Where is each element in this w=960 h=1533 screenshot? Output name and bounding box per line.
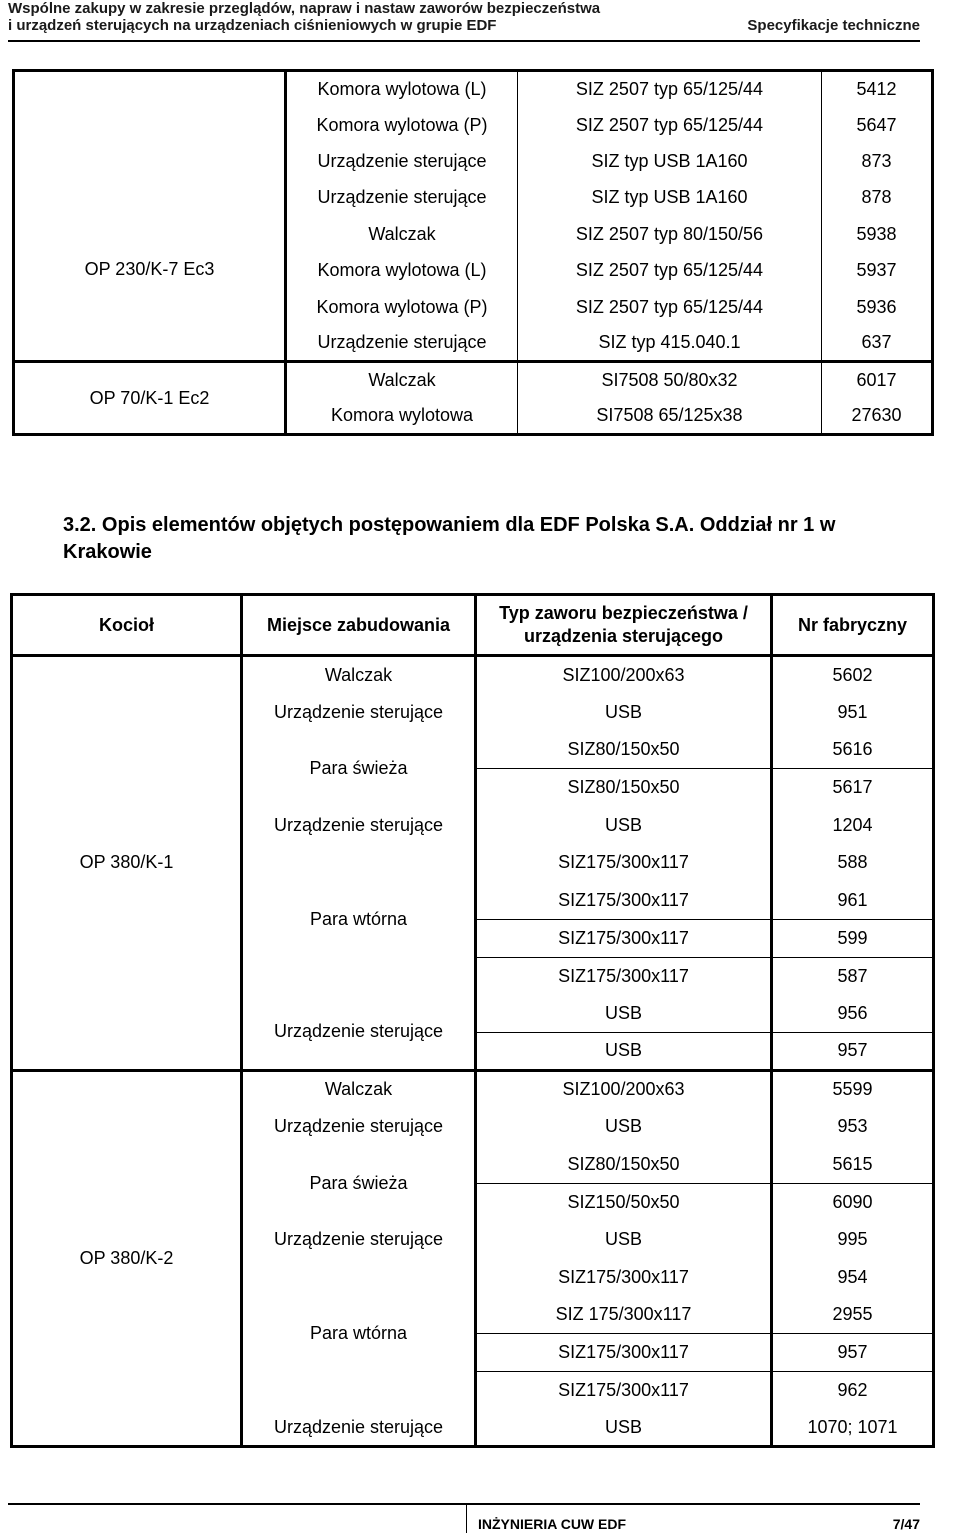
nr-cell: 637 bbox=[822, 325, 933, 361]
table-header-row bbox=[12, 595, 934, 656]
place-cell: Para świeża bbox=[242, 1145, 476, 1220]
table-row bbox=[12, 1070, 934, 1108]
type-cell: SIZ 2507 typ 65/125/44 bbox=[518, 71, 822, 107]
place-cell: Komora wylotowa (P) bbox=[286, 289, 518, 325]
nr-cell: 5647 bbox=[856, 114, 897, 135]
place-cell: Komora wylotowa (L) bbox=[286, 71, 518, 107]
table-row bbox=[14, 71, 933, 107]
type-cell: SIZ175/300x117 bbox=[476, 957, 772, 995]
nr-cell: 599 bbox=[772, 919, 934, 957]
nr-cell: 953 bbox=[837, 1116, 868, 1137]
page-footer bbox=[8, 1503, 920, 1531]
place-cell: Urządzenie sterujące bbox=[242, 693, 476, 731]
table-row bbox=[12, 656, 934, 694]
type-cell: SIZ175/300x117 bbox=[476, 1259, 772, 1297]
type-cell: SI7508 50/80x32 bbox=[518, 362, 822, 398]
type-cell: SIZ typ USB 1A160 bbox=[518, 143, 822, 179]
type-cell: SIZ 175/300x117 bbox=[476, 1296, 772, 1334]
type-cell: USB bbox=[476, 1108, 772, 1146]
boiler-cell: OP 380/K-1 bbox=[12, 656, 242, 1071]
nr-cell: 957 bbox=[772, 1334, 934, 1372]
type-cell: SI7508 65/125x38 bbox=[518, 398, 822, 434]
nr-cell: 951 bbox=[837, 701, 868, 722]
type-cell: SIZ 2507 typ 65/125/44 bbox=[518, 252, 822, 288]
type-cell: SIZ typ USB 1A160 bbox=[518, 180, 822, 216]
nr-cell: 587 bbox=[837, 965, 868, 986]
nr-cell: 5937 bbox=[856, 260, 897, 281]
place-cell: Komora wylotowa (P) bbox=[286, 107, 518, 143]
boiler-cell: OP 380/K-2 bbox=[12, 1070, 242, 1447]
nr-cell: 954 bbox=[837, 1266, 868, 1287]
place-cell: Walczak bbox=[286, 216, 518, 252]
page-header bbox=[8, 0, 920, 42]
boiler-cell: OP 230/K-7 Ec3 bbox=[14, 180, 286, 362]
type-cell: SIZ80/150x50 bbox=[476, 1145, 772, 1183]
type-cell: SIZ 2507 typ 65/125/44 bbox=[518, 107, 822, 143]
header-type: Typ zaworu bezpieczeństwa / urządzenia sterującego bbox=[476, 595, 772, 656]
nr-cell: 5412 bbox=[856, 78, 897, 99]
nr-cell: 962 bbox=[837, 1380, 868, 1401]
type-cell: USB bbox=[476, 1032, 772, 1070]
valves-table-1 bbox=[12, 69, 934, 436]
header-title-line1: Wspólne zakupy w zakresie przeglądów, napraw i nastaw zaworów bezpieczeństwa bbox=[8, 0, 601, 17]
table-row bbox=[14, 362, 933, 398]
nr-cell: 995 bbox=[837, 1229, 868, 1250]
type-cell: USB bbox=[476, 806, 772, 844]
valves-table-2 bbox=[10, 593, 935, 1448]
header-place: Miejsce zabudowania bbox=[242, 595, 476, 656]
nr-cell: 27630 bbox=[851, 404, 902, 425]
type-cell: SIZ175/300x117 bbox=[476, 1372, 772, 1410]
nr-cell: 5938 bbox=[856, 223, 897, 244]
nr-cell: 956 bbox=[772, 995, 934, 1033]
type-cell: SIZ175/300x117 bbox=[476, 919, 772, 957]
nr-cell: 5936 bbox=[856, 296, 897, 317]
table-row bbox=[14, 180, 933, 216]
header-section: Specyfikacje techniczne bbox=[747, 17, 920, 34]
nr-cell: 6090 bbox=[832, 1191, 873, 1212]
boiler-cell bbox=[14, 71, 286, 180]
place-cell: Komora wylotowa (L) bbox=[286, 252, 518, 288]
header-serial-nr: Nr fabryczny bbox=[772, 595, 934, 656]
place-cell: Urządzenie sterujące bbox=[242, 1108, 476, 1146]
type-cell: SIZ typ 415.040.1 bbox=[518, 325, 822, 361]
boiler-cell: OP 70/K-1 Ec2 bbox=[14, 362, 286, 435]
nr-cell: 2955 bbox=[772, 1296, 934, 1334]
nr-cell: 5602 bbox=[832, 664, 873, 685]
place-cell: Para wtórna bbox=[242, 844, 476, 995]
nr-cell: 878 bbox=[861, 187, 892, 208]
type-cell: USB bbox=[476, 1409, 772, 1447]
type-cell: SIZ 2507 typ 80/150/56 bbox=[518, 216, 822, 252]
page-number: 7/47 bbox=[892, 1516, 920, 1532]
place-cell: Urządzenie sterujące bbox=[286, 325, 518, 361]
type-cell: SIZ 2507 typ 65/125/44 bbox=[518, 289, 822, 325]
type-cell: SIZ80/150x50 bbox=[476, 731, 772, 769]
type-cell: SIZ150/50x50 bbox=[476, 1183, 772, 1221]
type-cell: USB bbox=[476, 995, 772, 1033]
nr-cell: 957 bbox=[772, 1032, 934, 1070]
type-cell: USB bbox=[476, 693, 772, 731]
type-cell: SIZ175/300x117 bbox=[476, 1334, 772, 1372]
place-cell: Urządzenie sterujące bbox=[286, 143, 518, 179]
type-cell: SIZ175/300x117 bbox=[476, 882, 772, 920]
nr-cell: 5617 bbox=[832, 777, 873, 798]
place-cell: Walczak bbox=[242, 1070, 476, 1108]
place-cell: Urządzenie sterujące bbox=[242, 1409, 476, 1447]
nr-cell: 5616 bbox=[772, 731, 934, 769]
type-cell: SIZ80/150x50 bbox=[476, 769, 772, 807]
type-cell: SIZ100/200x63 bbox=[476, 656, 772, 694]
header-title-line2: i urządzeń sterujących na urządzeniach ciśnieniowych w grupie EDF bbox=[8, 17, 497, 34]
place-cell: Walczak bbox=[286, 362, 518, 398]
nr-cell: 588 bbox=[837, 852, 868, 873]
place-cell: Urządzenie sterujące bbox=[242, 806, 476, 844]
nr-cell: 5615 bbox=[772, 1145, 934, 1183]
nr-cell: 1070; 1071 bbox=[807, 1416, 898, 1437]
nr-cell: 5599 bbox=[832, 1079, 873, 1100]
place-cell: Para wtórna bbox=[242, 1259, 476, 1410]
nr-cell: 873 bbox=[861, 150, 892, 171]
type-cell: USB bbox=[476, 1221, 772, 1259]
place-cell: Urządzenie sterujące bbox=[242, 995, 476, 1070]
place-cell: Urządzenie sterujące bbox=[286, 180, 518, 216]
place-cell: Walczak bbox=[242, 656, 476, 694]
type-cell: SIZ100/200x63 bbox=[476, 1070, 772, 1108]
nr-cell: 1204 bbox=[832, 814, 873, 835]
footer-company: INŻYNIERIA CUW EDF bbox=[478, 1516, 627, 1532]
type-cell: SIZ175/300x117 bbox=[476, 844, 772, 882]
place-cell: Urządzenie sterujące bbox=[242, 1221, 476, 1259]
header-boiler: Kocioł bbox=[12, 595, 242, 656]
nr-cell: 6017 bbox=[856, 370, 897, 391]
place-cell: Para świeża bbox=[242, 731, 476, 806]
section-heading: 3.2. Opis elementów objętych postępowaniem dla EDF Polska S.A. Oddział nr 1 w Krakowie bbox=[63, 514, 836, 563]
nr-cell: 961 bbox=[772, 882, 934, 920]
place-cell: Komora wylotowa bbox=[286, 398, 518, 434]
footer-divider bbox=[466, 1505, 467, 1533]
